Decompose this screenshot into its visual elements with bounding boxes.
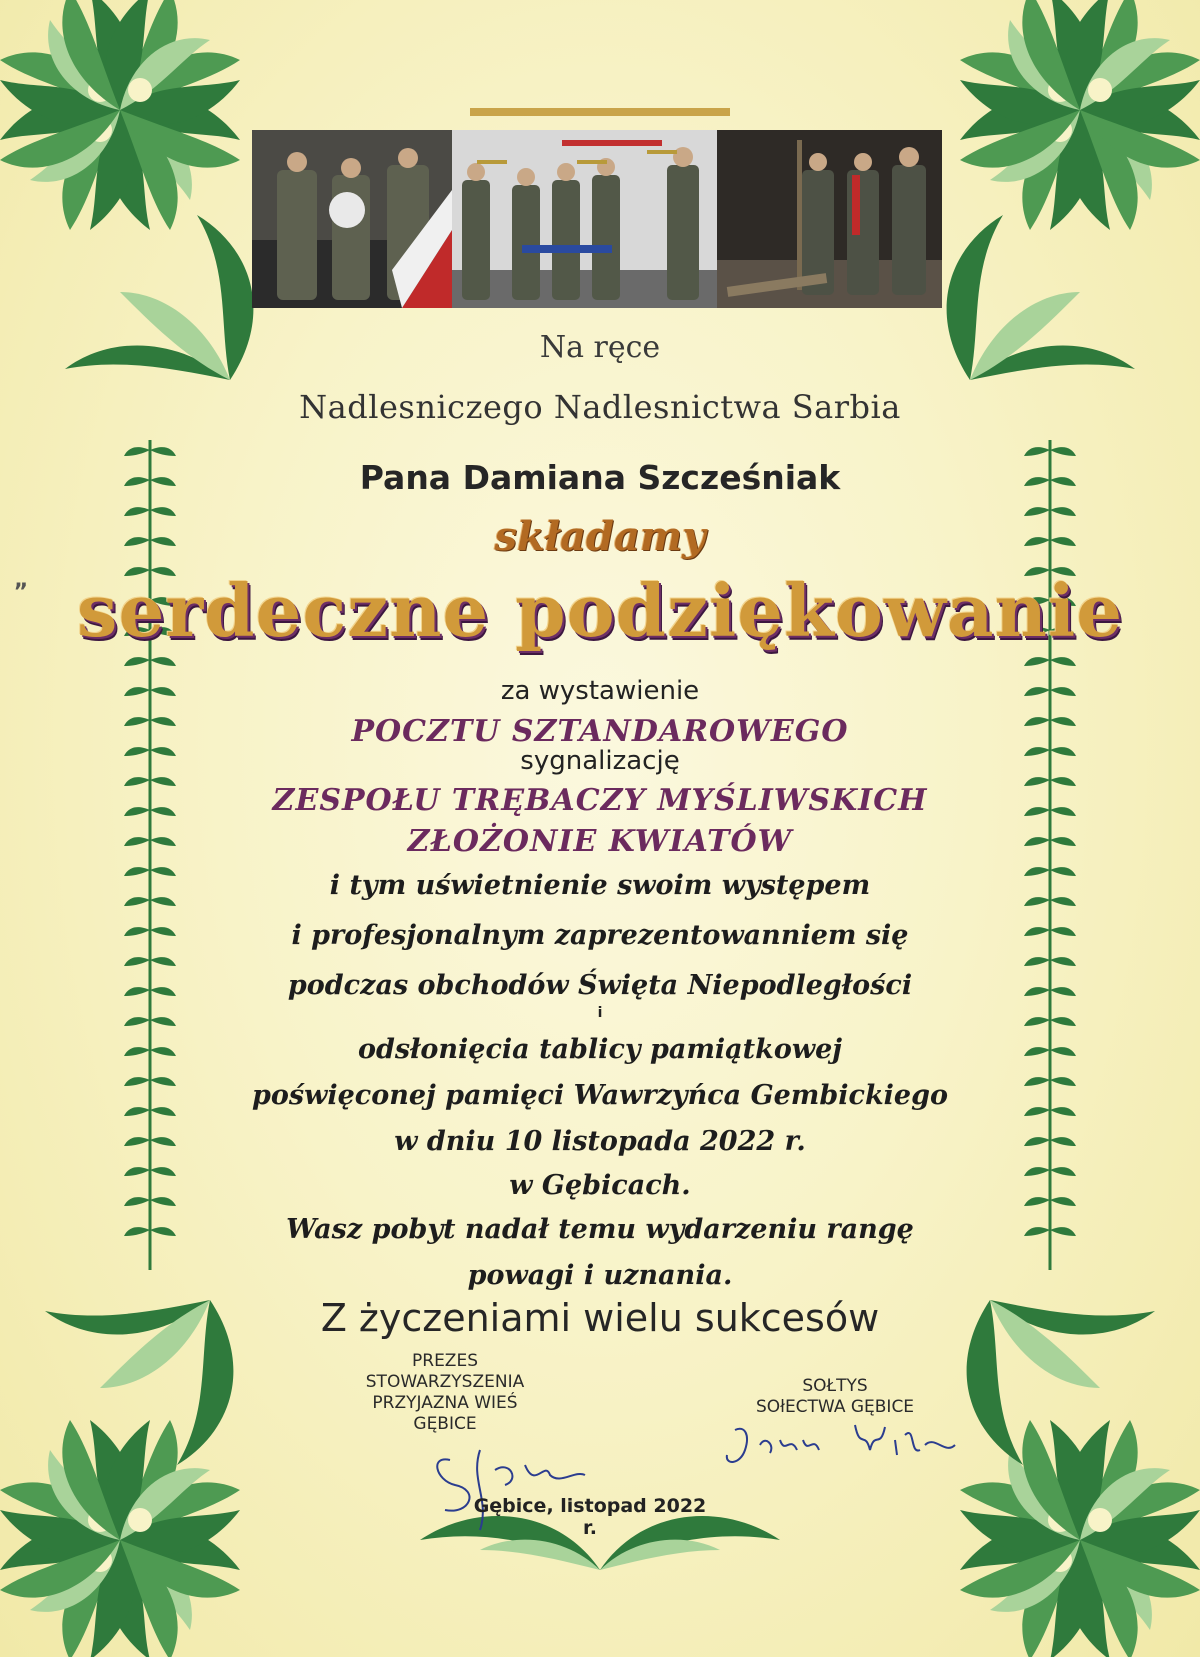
body-line-5: poświęconej pamięci Wawrzyńca Gembickiego: [251, 1080, 948, 1111]
right-sig-line-2: SOłECTWA GĘBICE: [755, 1397, 915, 1417]
body-line-3: podczas obchodów Święta Niepodległości: [287, 970, 913, 1001]
body-line-2: i profesjonalnym zaprezentowanniem się: [291, 920, 909, 951]
header-line-2: Nadlesniczego Nadlesnictwa Sarbia: [299, 388, 901, 426]
signal-label: sygnalizację: [520, 746, 680, 776]
right-sig-line-1: SOŁTYS: [802, 1376, 868, 1396]
body-line-4: odsłonięcia tablicy pamiątkowej: [357, 1034, 843, 1065]
signature-block-left: [330, 1351, 560, 1435]
body-line-8: Wasz pobyt nadał temu wydarzeniu rangę: [286, 1214, 914, 1245]
reason-item-2: ZESPOŁU TRĘBACZY MYŚLIWSKICH: [272, 783, 928, 818]
signature-block-right: [720, 1376, 950, 1418]
left-sig-line-1: PREZES: [412, 1351, 478, 1371]
left-sig-line-2: STOWARZYSZENIA: [365, 1372, 525, 1392]
recipient-name: Pana Damiana Szcześniak: [359, 458, 841, 497]
reason-item-3: ZŁOŻONIE KWIATÓW: [407, 824, 793, 859]
photo-hunting-horns: [452, 130, 717, 308]
header-line-1: Na ręce: [539, 330, 661, 365]
body-line-6: w dniu 10 listopada 2022 r.: [394, 1126, 806, 1157]
body-line-7: w Gębicach.: [509, 1170, 691, 1201]
left-sig-line-3: PRZYJAZNA WIEŚ: [372, 1393, 518, 1413]
body-conjunction: i: [597, 1005, 603, 1021]
title-pre: składamy: [494, 513, 706, 560]
for-label: za wystawienie: [500, 676, 700, 706]
photo-ceremony-wreath: [252, 130, 452, 308]
photo-strip: [252, 130, 942, 308]
signature-right: [715, 1415, 985, 1475]
body-line-1: i tym uświetnienie swoim występem: [329, 870, 871, 901]
body-line-9: powagi i uznania.: [467, 1260, 733, 1291]
photo-evening-banner: [717, 130, 942, 308]
place-date: Gębice, listopad 2022 r.: [473, 1495, 707, 1539]
title-main: serdeczne podziękowanie: [76, 568, 1124, 653]
left-sig-line-4: GĘBICE: [413, 1414, 477, 1434]
wishes-line: Z życzeniami wielu sukcesów: [320, 1296, 880, 1340]
reason-item-1: POCZTU SZTANDAROWEGO: [351, 714, 849, 749]
side-quote-mark: „: [14, 568, 29, 593]
